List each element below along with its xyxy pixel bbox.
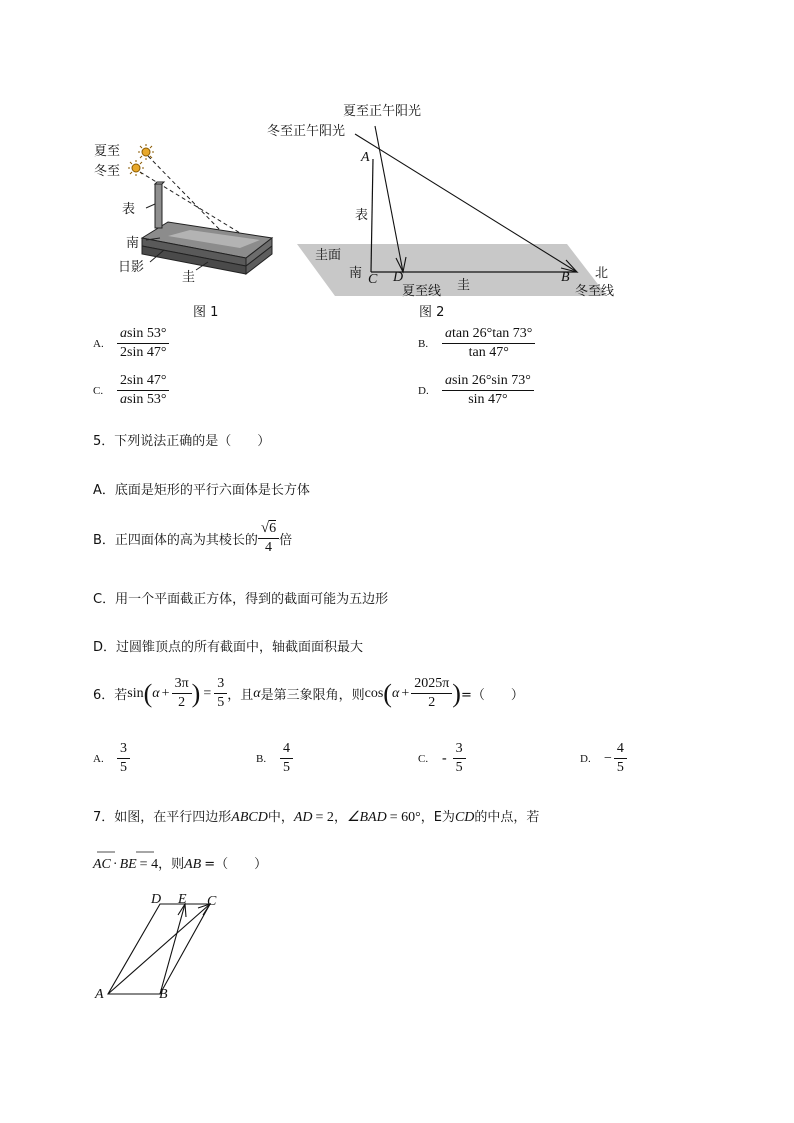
figure-2-caption: 图 2 xyxy=(419,305,445,320)
q6-a-frac xyxy=(117,741,130,776)
q7-cd: CD xyxy=(454,810,475,825)
q7-vector-marks xyxy=(95,848,165,856)
fig1-gnomon-label: 表 xyxy=(122,202,136,217)
q6-sin: sin xyxy=(127,685,144,701)
fig2-south-label: 南 xyxy=(349,266,363,281)
q5-b-den: 4 xyxy=(265,540,273,555)
q5-option-b[interactable] xyxy=(93,520,292,556)
q6-eq: = xyxy=(203,685,212,701)
q4-c-den-rest: sin 53° xyxy=(127,392,167,407)
q6-frac-3-5 xyxy=(214,676,227,711)
q7-vector-ac: AC xyxy=(93,857,111,872)
fig2-point-b: B xyxy=(561,270,570,285)
fig2-summer-sun-label: 夏至正午阳光 xyxy=(343,104,422,119)
q7-fig-point-c: C xyxy=(207,894,217,909)
q6-c-letter: C. xyxy=(418,752,429,765)
q4-a-den: 2sin 47° xyxy=(120,345,167,360)
q6-a-num: 3 xyxy=(117,741,130,759)
q7-sep: ， xyxy=(333,810,347,825)
q6-d-sign: − xyxy=(604,750,612,766)
q4-option-d-fraction xyxy=(442,373,534,408)
q5-option-a[interactable]: A．底面是矩形的平行六面体是长方体 xyxy=(93,483,310,498)
q7-eq4: = 4 xyxy=(139,857,159,872)
q7-text-then: ，则 xyxy=(158,857,185,872)
fig1-shadow-label: 日影 xyxy=(118,260,145,275)
q6-c-frac xyxy=(453,741,466,776)
q6-frac3-den: 2 xyxy=(428,695,436,710)
q5-option-c[interactable]: C．用一个平面截正方体，得到的截面可能为五边形 xyxy=(93,592,389,607)
q7-fig-point-d: D xyxy=(151,892,162,907)
q7-text-c: ，E为 xyxy=(420,810,455,825)
fig2-point-c: C xyxy=(368,272,378,287)
q7-dot: · xyxy=(112,857,118,872)
q4-b-num-rest: tan 26°tan 73° xyxy=(452,326,533,341)
q6-mid: ，且 xyxy=(227,688,254,703)
q4-b-den: tan 47° xyxy=(468,345,509,360)
q4-option-b-fraction xyxy=(442,326,535,361)
q6-a-den: 5 xyxy=(120,760,127,775)
figure-1-caption: 图 1 xyxy=(193,305,219,320)
q6-c-den: 5 xyxy=(455,760,463,775)
q7-fig-point-b: B xyxy=(159,987,168,1002)
q4-option-c[interactable] xyxy=(93,373,169,408)
q4-option-c-fraction xyxy=(117,373,169,408)
q7-ab: AB xyxy=(184,857,202,872)
q6-frac1-den: 2 xyxy=(178,695,186,710)
fig2-summer-line-label: 夏至线 xyxy=(402,284,442,299)
q7-figure xyxy=(90,890,230,1005)
q5-option-d[interactable]: D．过圆锥顶点的所有截面中，轴截面面积最大 xyxy=(93,640,364,655)
q4-option-a-letter: A. xyxy=(93,337,104,350)
q7-abcd: ABCD xyxy=(231,810,268,825)
q4-c-num: 2sin 47° xyxy=(117,373,169,391)
q4-option-d-letter: D. xyxy=(418,384,429,397)
q7-text-b: 中， xyxy=(267,810,294,825)
q6-prefix: 6．若 xyxy=(93,688,128,703)
q7-tail: =（ ） xyxy=(204,857,268,872)
q7-eq2: = 2 xyxy=(315,810,334,825)
q6-c-sign: - xyxy=(442,750,447,766)
q6-option-b[interactable] xyxy=(256,741,293,776)
q7-fig-point-e: E xyxy=(178,892,187,907)
q5-stem: 5．下列说法正确的是（ ） xyxy=(93,434,271,449)
q5-b-radicand: 6 xyxy=(269,521,277,536)
q6-d-den: 5 xyxy=(616,760,624,775)
q5-option-b-fraction xyxy=(258,520,279,556)
q6-alpha-1: α xyxy=(152,685,160,701)
q6-d-frac xyxy=(614,741,627,776)
q4-b-num-a: a xyxy=(445,326,452,341)
q6-b-num: 4 xyxy=(280,741,293,759)
fig2-gnomon-label: 表 xyxy=(355,208,369,223)
q4-c-den-a: a xyxy=(120,392,127,407)
q4-option-d[interactable] xyxy=(418,373,534,408)
fig1-gui-label: 圭 xyxy=(182,270,196,285)
q7-fig-point-a: A xyxy=(95,987,104,1002)
q6-d-num: 4 xyxy=(614,741,627,759)
q4-option-c-letter: C. xyxy=(93,384,104,397)
q6-frac3-num: 2025π xyxy=(411,676,452,694)
fig1-summer-label: 夏至 xyxy=(94,144,121,159)
q6-mid2: 是第三象限角，则 xyxy=(260,688,365,703)
q6-stem: 6．若 sin ( α + $\frac{3\pi}{2}$ ) = $\frac{3}{5}$ ，且 α 是第三象限角，则 cos ( α + $\frac{2025\pi}{2}$ ) =（ ） xyxy=(93,676,524,710)
q5-option-b-text: B．正四面体的高为其棱长的 xyxy=(93,532,258,548)
q4-d-num-rest: sin 26°sin 73° xyxy=(452,373,531,388)
q6-a-letter: A. xyxy=(93,752,104,765)
fig2-gui-label: 圭 xyxy=(457,278,471,293)
q6-b-letter: B. xyxy=(256,752,267,765)
q4-option-a[interactable] xyxy=(93,326,169,361)
q6-b-frac xyxy=(280,741,293,776)
q7-ad: AD xyxy=(293,810,313,825)
q6-plus-1: + xyxy=(161,685,170,701)
q6-cos: cos xyxy=(364,685,384,701)
fig2-winter-sun-label: 冬至正午阳光 xyxy=(267,124,346,139)
fig1-south-label: 南 xyxy=(126,236,140,251)
q4-option-b[interactable] xyxy=(418,326,535,361)
q6-c-num: 3 xyxy=(453,741,466,759)
winter-sun-icon xyxy=(128,160,144,176)
q6-frac2-den: 5 xyxy=(217,695,225,710)
q7-text-a: 7．如图，在平行四边形 xyxy=(93,810,232,825)
q7-line-2 xyxy=(93,853,267,873)
q4-option-b-letter: B. xyxy=(418,337,429,350)
q6-option-c[interactable] xyxy=(418,741,466,776)
q6-option-a[interactable] xyxy=(93,741,130,776)
fig1-winter-label: 冬至 xyxy=(94,164,121,179)
q6-plus-2: + xyxy=(401,685,410,701)
q5-b-sqrt: √6 xyxy=(258,520,279,539)
q6-alpha-2: α xyxy=(253,685,261,701)
fig2-gui-plane-label: 圭面 xyxy=(315,248,342,263)
q6-frac2-num: 3 xyxy=(214,676,227,694)
figure-1 xyxy=(90,138,290,318)
fig2-point-a: A xyxy=(361,150,370,165)
q4-d-den: sin 47° xyxy=(468,392,508,407)
q6-tail: =（ ） xyxy=(460,688,524,703)
q4-option-a-fraction xyxy=(117,326,169,361)
fig2-point-d: D xyxy=(393,270,404,285)
q7-line-1 xyxy=(93,806,539,826)
fig2-north-label: 北 xyxy=(595,266,609,281)
q4-a-num-a: a xyxy=(120,326,127,341)
figure-2 xyxy=(265,96,625,301)
q7-text-d: 的中点，若 xyxy=(474,810,540,825)
q6-option-d[interactable] xyxy=(580,741,627,776)
q6-frac-2025pi-2 xyxy=(411,676,452,711)
q5-option-b-tail: 倍 xyxy=(279,532,293,548)
q7-vector-be: BE xyxy=(119,857,137,872)
q7-angle: ∠BAD xyxy=(346,810,387,825)
q6-frac1-num: 3π xyxy=(172,676,192,694)
q6-frac-3pi-2 xyxy=(172,676,192,711)
q4-d-num-a: a xyxy=(445,373,452,388)
q7-eq60: = 60° xyxy=(389,810,421,825)
summer-sun-icon xyxy=(138,144,154,160)
q4-a-num-rest: sin 53° xyxy=(127,326,167,341)
q6-b-den: 5 xyxy=(283,760,290,775)
fig2-winter-line-label: 冬至线 xyxy=(575,284,615,299)
q6-d-letter: D. xyxy=(580,752,591,765)
q6-alpha-3: α xyxy=(391,685,400,701)
